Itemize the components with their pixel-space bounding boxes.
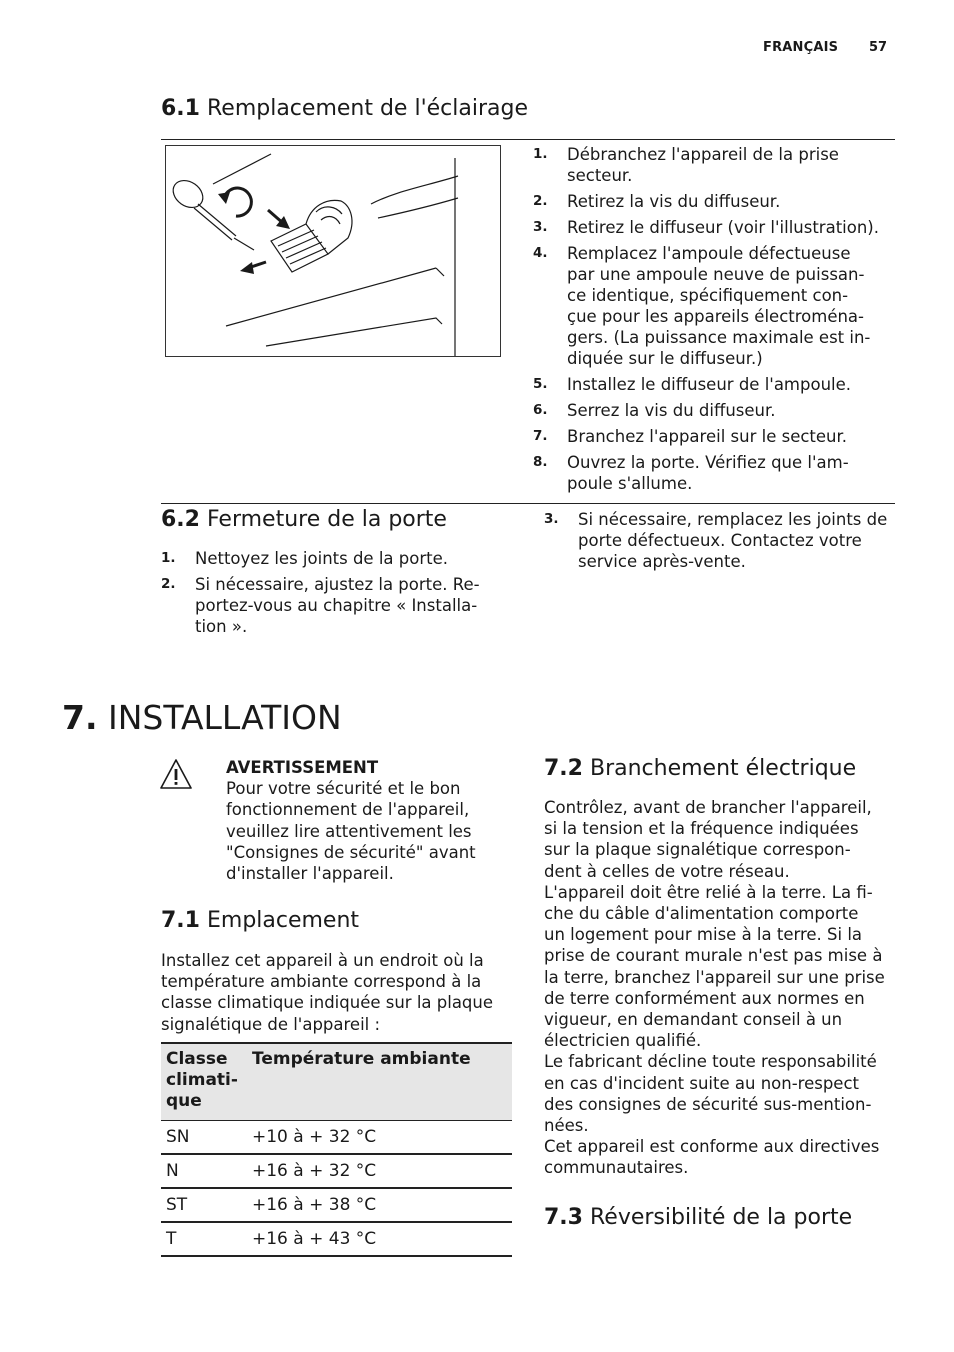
list-item: 2. Si nécessaire, ajustez la porte. Re- portez-vous au chapitre « Installa- tion ».	[161, 575, 480, 636]
section-7-1-title: Emplacement	[206, 908, 360, 933]
section-7-3-title: Réversibilité de la porte	[589, 1205, 853, 1230]
section-7-3-number: 7.3	[544, 1205, 583, 1230]
list-item: 3. Si nécessaire, remplacez les joints de porte défectueux. Contactez votre service après-vente.	[544, 510, 888, 571]
section-7-1-text: Installez cet appareil à un endroit où la température ambiante correspond à la classe climatique indiquée sur la plaque signalétique de l'appareil :	[161, 951, 494, 1034]
section-7-3-heading	[544, 1205, 852, 1230]
table-row: T +16 à + 43 °C	[161, 1222, 512, 1256]
list-item: 1. Nettoyez les joints de la porte.	[161, 549, 448, 568]
section-6-2-heading	[161, 507, 447, 532]
section-6-2-steps-left	[161, 548, 501, 642]
warning-text-line: "Consignes de sécurité" avant	[226, 842, 476, 862]
section-7-1-heading	[161, 908, 359, 933]
chapter-7-number: 7.	[62, 698, 98, 737]
warning-title: AVERTISSEMENT	[226, 758, 379, 777]
header-page-number: 57	[869, 40, 888, 55]
section-divider	[161, 503, 895, 504]
section-6-1-number: 6.1	[161, 96, 200, 121]
section-7-2-title: Branchement électrique	[589, 756, 857, 781]
chapter-7-title: INSTALLATION	[108, 698, 342, 737]
list-item: 1. Débranchez l'appareil de la prise secteur.	[533, 145, 839, 185]
table-row: SN +10 à + 32 °C	[161, 1121, 512, 1155]
section-7-1-number: 7.1	[161, 908, 200, 933]
list-item: 3. Retirez le diffuseur (voir l'illustration).	[533, 218, 879, 237]
warning-block	[226, 757, 506, 884]
section-6-2-steps-right	[544, 509, 896, 577]
header-language: FRANÇAIS	[763, 40, 839, 55]
warning-text-line: Pour votre sécurité et le bon	[226, 779, 461, 799]
warning-text-line: fonctionnement de l'appareil,	[226, 800, 470, 820]
table-header-temperature: Température ambiante	[247, 1043, 512, 1121]
list-item: 5. Installez le diffuseur de l'ampoule.	[533, 375, 852, 394]
list-item: 8. Ouvrez la porte. Vérifiez que l'am- poule s'allume.	[533, 453, 849, 493]
lamp-diffuser-removal-illustration	[165, 145, 501, 357]
table-row: N +16 à + 32 °C	[161, 1154, 512, 1188]
warning-text-line: d'installer l'appareil.	[226, 864, 394, 884]
warning-text-line: veuillez lire attentivement les	[226, 821, 472, 841]
section-6-2-number: 6.2	[161, 507, 200, 532]
list-item: 2. Retirez la vis du diffuseur.	[533, 192, 781, 211]
section-divider	[161, 139, 895, 140]
list-item: 6. Serrez la vis du diffuseur.	[533, 401, 776, 420]
warning-triangle-icon	[159, 758, 193, 794]
section-6-1-heading	[161, 96, 528, 121]
table-header-class: Classe climati- que	[161, 1043, 247, 1121]
list-item: 7. Branchez l'appareil sur le secteur.	[533, 427, 848, 446]
section-6-2-title: Fermeture de la porte	[206, 507, 447, 532]
section-6-1-steps	[533, 144, 895, 499]
section-6-1-title: Remplacement de l'éclairage	[206, 96, 528, 121]
section-7-2-heading	[544, 756, 856, 781]
climate-class-table	[161, 1042, 512, 1257]
chapter-7-heading	[62, 698, 342, 737]
section-7-2-number: 7.2	[544, 756, 583, 781]
table-header-row	[161, 1043, 512, 1121]
table-row: ST +16 à + 38 °C	[161, 1188, 512, 1222]
list-item: 4. Remplacez l'ampoule défectueuse par une ampoule neuve de puissan- ce identique, spécifiquement con- çue pour les appareils électroména- gers. (La puissance maximale est in- diquée sur le diffuseur.)	[533, 244, 871, 368]
section-7-2-text: Contrôlez, avant de brancher l'appareil, si la tension et la fréquence indiquées sur la plaque signalétique correspon- dent à celles de votre réseau. L'appareil doit être relié à la terre. La fi- che du câble d'alimentation comporte un logement pour mise à la terre. Si la prise de courant murale n'est pas mise à la terre, branchez l'appareil sur une prise de terre conformément aux normes en vigueur, en demandant conseil à un électricien qualifié. Le fabricant décline toute responsabilité en cas d'incident suite au non-respect des consignes de sécurité sus-mention- nées. Cet appareil est conforme aux directives communautaires.	[544, 798, 885, 1178]
